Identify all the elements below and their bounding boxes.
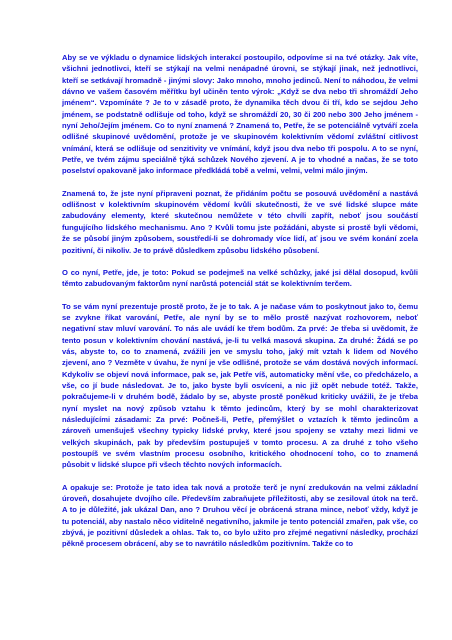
paragraph-3: O co nyní, Petře, jde, je toto: Pokud se podejmeš na velké schůzky, jaké jsi dělal dosopud, kvůli těmto zabudovaným faktorům nyní narůstá potenciál stát se kolektivním terčem. <box>62 267 418 289</box>
paragraph-1: Aby se ve výkladu o dynamice lidských interakcí postoupilo, odpovíme si na tvé otázky. Jak víte, všichni jednotlivci, kteří se stýkají na velmi nenápadné úrovni, se stýkají jinak, než jednotlivci, kteří se setkávají hromadně - jinými slovy: Jako mnoho, mnoho jedinců. Není to náhodou, že velmi dávno ve vašem časovém měřítku byl učiněn tento výrok: „Když se dva nebo tři shromáždí Jeho jménem“. Vzpomínáte ? Je to v zásadě proto, že dynamika těch dvou či tří, kdo se sejdou Jeho jménem, se podstatně odlišuje od toho, když se shromáždí 20, 30 či 200 nebo 300 Jeho jménem - nyní Jeho/Jejím jménem. Co to nyní znamená ? Znamená to, Petře, že se potenciálně vytváří zcela odlišné skupinové uvědomění, protože je ve skupinovém kolektivním vědomí zvláštní citlivost vnímání, která se odlišuje od senzitivity ve vnímání, když jsou dva nebo tři pospolu. A to se nyní, Petře, ve tvém zájmu speciálně týká schůzek Nového zjevení. A je to vhodné a načas, že se toto poselství opakovaně jako informace předkládá tobě a velmi, velmi, velmi málo jiným. <box>62 53 418 176</box>
paragraph-4: To se vám nyní prezentuje prostě proto, že je to tak. A je načase vám to poskytnout jako to, čemu se zvykne říkat varování, Petře, ale nyní by se to mělo prostě nazývat rozhovorem, neboť negativní stav mluví varování. To nás ale uvádí ke třem bodům. Za prvé: Je třeba si uvědomit, že tento posun v kolektivním chování nastává, je-li tu velká masová skupina. Za druhé: Žádá se po vás, abyste to, co to znamená, zvážili jen ve smyslu toho, jaký mít vztah k lidem od Nového zjevení, ano ? Vezměte v úvahu, že nyní je vše odlišné, protože se vám dostává nových informací. Kdykoliv se objeví nová informace, pak se, jak Petře víš, automaticky mění vše, co předcházelo, a vše, co jí bude následovat. Je to, jako byste byli osvíceni, a nic již opět nebude totéž. Takže, pokračujeme-li v druhém bodě, žádalo by se, abyste prostě poněkud kriticky uvážili, že je třeba nyní myslet na nový způsob vztahu k těmto jedincům, který by se mohl charakterizovat následujícími zásadami: Za prvé: Počneš-li, Petře, přemýšlet o vztazích k těmto jedincům a zároveň umenšuješ všechny typicky lidské prvky, které jsou spojeny se vztahy mezi lidmi ve velkých skupinách, pak by především postupuješ v tomto procesu. A za druhé z toho všeho postoupíš ve svém vlastním procesu osobního, kritického ohodnocení toho, co to znamená působit v lidské slupce při všech těchto nových informacích. <box>62 301 418 470</box>
paragraph-5: A opakuje se: Protože je tato idea tak nová a protože terč je nyní zredukován na velmi základní úroveň, dosahujete dvojího cíle. Především zabraňujete příležitosti, aby se zesiloval útok na terč. A to je důležité, jak ukázal Dan, ano ? Druhou věcí je obrácená strana mince, neboť vždy, když je tu potenciál, aby nastalo něco viditelně negativního, jakmile je tento potenciál zmařen, pak vše, co zbývá, je pozitivní důsledek a ohlas. Tak to, co bylo užito pro zřejmé negativní následky, prochází pěkně procesem obrácení, aby se to navrátilo následkům pozitivním. Takže co to <box>62 482 418 549</box>
document-body <box>62 52 418 561</box>
paragraph-2: Znamená to, že jste nyní připraveni poznat, že přidáním počtu se posouvá uvědomění a nastává odlišnost v kolektivním skupinovém vědomí kvůli skutečnosti, že ve své lidské slupce máte zabudovány elementy, které skutečnou nemůžete v této chvíli zapřít, neboť jsou součástí fungujícího lidského mechanismu. Ano ? Kvůli tomu jste požádáni, abyste si prostě byli vědomi, že se působí jiným způsobem, soustředí-li se dohromady více lidí, ať jsou ve svém konání zcela pozitivní, či nikoliv. Je to právě důsledkem způsobu lidského působení. <box>62 188 418 255</box>
